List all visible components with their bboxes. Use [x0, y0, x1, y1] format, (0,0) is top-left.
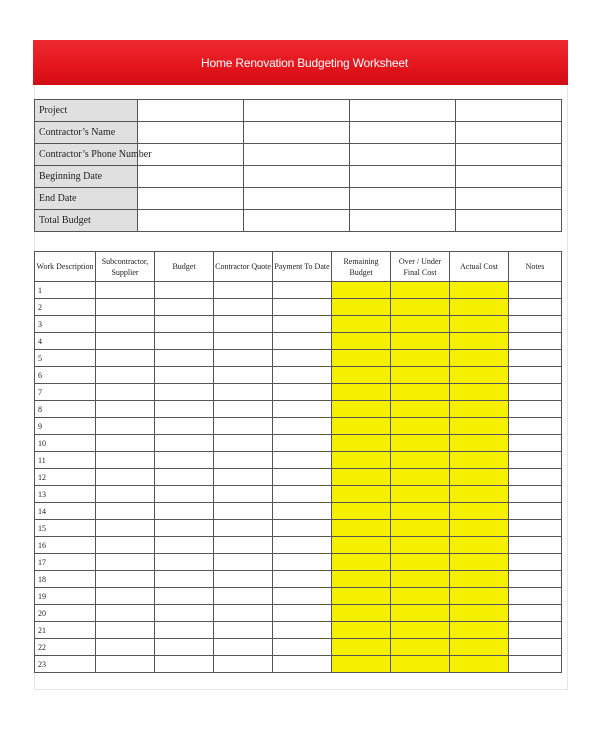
info-value-cell[interactable] — [138, 166, 244, 188]
table-cell[interactable] — [155, 605, 214, 622]
table-cell[interactable] — [391, 299, 450, 316]
table-cell[interactable] — [214, 350, 273, 367]
row-number-cell[interactable]: 1 — [35, 282, 96, 299]
table-cell[interactable] — [214, 571, 273, 588]
column-header: Budget — [155, 252, 214, 282]
table-cell[interactable] — [214, 452, 273, 469]
table-cell[interactable] — [391, 452, 450, 469]
table-cell[interactable] — [273, 384, 332, 401]
table-cell[interactable] — [391, 486, 450, 503]
table-cell[interactable] — [214, 401, 273, 418]
table-row — [35, 554, 562, 571]
table-cell[interactable] — [332, 571, 391, 588]
table-cell[interactable] — [214, 588, 273, 605]
table-cell[interactable] — [214, 656, 273, 673]
info-row — [35, 144, 562, 166]
table-cell[interactable] — [332, 656, 391, 673]
table-cell[interactable] — [96, 656, 155, 673]
table-cell[interactable] — [332, 554, 391, 571]
info-value-cell[interactable] — [350, 100, 456, 122]
table-cell[interactable] — [273, 622, 332, 639]
table-cell[interactable] — [509, 435, 562, 452]
info-value-cell[interactable] — [138, 210, 244, 232]
table-cell[interactable] — [155, 435, 214, 452]
column-header: Over / Under Final Cost — [391, 252, 450, 282]
table-cell[interactable] — [155, 401, 214, 418]
table-cell[interactable] — [391, 282, 450, 299]
table-cell[interactable] — [273, 639, 332, 656]
table-cell[interactable] — [96, 299, 155, 316]
table-cell[interactable] — [391, 520, 450, 537]
table-cell[interactable] — [332, 384, 391, 401]
table-row — [35, 299, 562, 316]
info-label: Project — [35, 100, 138, 122]
table-cell[interactable] — [96, 486, 155, 503]
table-cell[interactable] — [155, 469, 214, 486]
info-value-cell[interactable] — [350, 144, 456, 166]
table-cell[interactable] — [391, 435, 450, 452]
table-cell[interactable] — [273, 367, 332, 384]
table-cell[interactable] — [450, 384, 509, 401]
table-cell[interactable] — [155, 333, 214, 350]
table-cell[interactable] — [391, 469, 450, 486]
table-cell[interactable] — [509, 299, 562, 316]
table-cell[interactable] — [391, 588, 450, 605]
table-row — [35, 384, 562, 401]
info-value-cell[interactable] — [456, 122, 562, 144]
table-cell[interactable] — [155, 656, 214, 673]
table-cell[interactable] — [273, 418, 332, 435]
worksheet-title: Home Renovation Budgeting Worksheet — [201, 55, 408, 70]
table-cell[interactable] — [96, 537, 155, 554]
table-cell[interactable] — [450, 486, 509, 503]
table-cell[interactable] — [391, 418, 450, 435]
table-cell[interactable] — [214, 639, 273, 656]
row-number-cell[interactable]: 4 — [35, 333, 96, 350]
table-cell[interactable] — [509, 656, 562, 673]
table-cell[interactable] — [155, 588, 214, 605]
row-number-cell[interactable]: 7 — [35, 384, 96, 401]
table-cell[interactable] — [155, 418, 214, 435]
table-cell[interactable] — [155, 367, 214, 384]
table-cell[interactable] — [214, 605, 273, 622]
table-cell[interactable] — [450, 452, 509, 469]
table-cell[interactable] — [273, 588, 332, 605]
info-label: Contractor’s Name — [35, 122, 138, 144]
table-cell[interactable] — [332, 622, 391, 639]
row-number-cell[interactable]: 16 — [35, 537, 96, 554]
row-number-cell[interactable]: 13 — [35, 486, 96, 503]
table-cell[interactable] — [509, 367, 562, 384]
table-cell[interactable] — [96, 367, 155, 384]
info-row — [35, 100, 562, 122]
table-cell[interactable] — [450, 656, 509, 673]
table-cell[interactable] — [155, 571, 214, 588]
table-cell[interactable] — [509, 350, 562, 367]
table-cell[interactable] — [509, 571, 562, 588]
row-number-cell[interactable]: 9 — [35, 418, 96, 435]
table-cell[interactable] — [509, 418, 562, 435]
table-cell[interactable] — [96, 435, 155, 452]
table-cell[interactable] — [96, 282, 155, 299]
table-cell[interactable] — [332, 282, 391, 299]
table-cell[interactable] — [214, 282, 273, 299]
table-cell[interactable] — [332, 588, 391, 605]
table-cell[interactable] — [450, 622, 509, 639]
table-cell[interactable] — [214, 316, 273, 333]
table-cell[interactable] — [450, 401, 509, 418]
table-cell[interactable] — [509, 503, 562, 520]
table-row — [35, 588, 562, 605]
table-cell[interactable] — [450, 282, 509, 299]
table-cell[interactable] — [509, 554, 562, 571]
table-cell[interactable] — [391, 656, 450, 673]
column-header: Work Description — [35, 252, 96, 282]
table-cell[interactable] — [273, 537, 332, 554]
table-row — [35, 435, 562, 452]
table-cell[interactable] — [450, 537, 509, 554]
info-value-cell[interactable] — [244, 210, 350, 232]
table-cell[interactable] — [332, 503, 391, 520]
table-cell[interactable] — [273, 282, 332, 299]
info-value-cell[interactable] — [456, 166, 562, 188]
table-row — [35, 537, 562, 554]
info-value-cell[interactable] — [350, 122, 456, 144]
table-cell[interactable] — [391, 333, 450, 350]
table-cell[interactable] — [391, 367, 450, 384]
table-cell[interactable] — [155, 554, 214, 571]
table-cell[interactable] — [214, 333, 273, 350]
table-cell[interactable] — [273, 571, 332, 588]
table-cell[interactable] — [273, 503, 332, 520]
table-cell[interactable] — [450, 418, 509, 435]
table-cell[interactable] — [155, 282, 214, 299]
table-cell[interactable] — [509, 401, 562, 418]
table-cell[interactable] — [214, 469, 273, 486]
table-cell[interactable] — [450, 588, 509, 605]
table-cell[interactable] — [450, 605, 509, 622]
row-number-cell[interactable]: 17 — [35, 554, 96, 571]
table-cell[interactable] — [391, 401, 450, 418]
info-value-cell[interactable] — [244, 122, 350, 144]
column-header: Remaining Budget — [332, 252, 391, 282]
table-cell[interactable] — [509, 622, 562, 639]
table-cell[interactable] — [450, 571, 509, 588]
row-number-cell[interactable]: 21 — [35, 622, 96, 639]
row-number-cell[interactable]: 6 — [35, 367, 96, 384]
table-cell[interactable] — [155, 316, 214, 333]
table-cell[interactable] — [155, 299, 214, 316]
table-cell[interactable] — [391, 537, 450, 554]
column-header: Subcontractor, Supplier — [96, 252, 155, 282]
info-value-cell[interactable] — [456, 144, 562, 166]
table-cell[interactable] — [155, 537, 214, 554]
table-cell[interactable] — [273, 605, 332, 622]
table-cell[interactable] — [332, 299, 391, 316]
row-number-cell[interactable]: 15 — [35, 520, 96, 537]
row-number-cell[interactable]: 5 — [35, 350, 96, 367]
table-cell[interactable] — [509, 520, 562, 537]
table-row — [35, 333, 562, 350]
column-header: Actual Cost — [450, 252, 509, 282]
info-row — [35, 210, 562, 232]
row-number-cell[interactable]: 3 — [35, 316, 96, 333]
table-cell[interactable] — [155, 384, 214, 401]
table-cell[interactable] — [96, 503, 155, 520]
table-cell[interactable] — [332, 316, 391, 333]
info-value-cell[interactable] — [350, 166, 456, 188]
table-cell[interactable] — [214, 299, 273, 316]
table-cell[interactable] — [155, 622, 214, 639]
info-label: Beginning Date — [35, 166, 138, 188]
table-cell[interactable] — [509, 486, 562, 503]
table-row — [35, 520, 562, 537]
project-info-table — [34, 99, 562, 232]
table-cell[interactable] — [155, 452, 214, 469]
row-number-cell[interactable]: 23 — [35, 656, 96, 673]
table-cell[interactable] — [332, 537, 391, 554]
table-cell[interactable] — [214, 520, 273, 537]
info-row — [35, 166, 562, 188]
row-number-cell[interactable]: 8 — [35, 401, 96, 418]
table-cell[interactable] — [96, 350, 155, 367]
table-cell[interactable] — [96, 418, 155, 435]
table-cell[interactable] — [391, 316, 450, 333]
table-cell[interactable] — [96, 605, 155, 622]
table-row — [35, 622, 562, 639]
column-header: Notes — [509, 252, 562, 282]
table-cell[interactable] — [509, 384, 562, 401]
table-cell[interactable] — [509, 588, 562, 605]
table-cell[interactable] — [96, 469, 155, 486]
table-cell[interactable] — [509, 316, 562, 333]
table-row — [35, 452, 562, 469]
table-cell[interactable] — [509, 605, 562, 622]
table-cell[interactable] — [450, 299, 509, 316]
table-cell[interactable] — [509, 469, 562, 486]
table-cell[interactable] — [332, 452, 391, 469]
table-cell[interactable] — [96, 571, 155, 588]
table-row — [35, 503, 562, 520]
table-cell[interactable] — [509, 333, 562, 350]
table-row — [35, 282, 562, 299]
table-cell[interactable] — [155, 486, 214, 503]
table-row — [35, 639, 562, 656]
table-cell[interactable] — [450, 554, 509, 571]
table-cell[interactable] — [509, 452, 562, 469]
info-value-cell[interactable] — [350, 188, 456, 210]
table-cell[interactable] — [96, 520, 155, 537]
table-cell[interactable] — [273, 333, 332, 350]
column-header: Payment To Date — [273, 252, 332, 282]
table-cell[interactable] — [96, 333, 155, 350]
table-row — [35, 316, 562, 333]
row-number-cell[interactable]: 20 — [35, 605, 96, 622]
table-cell[interactable] — [450, 333, 509, 350]
table-cell[interactable] — [391, 384, 450, 401]
table-cell[interactable] — [214, 622, 273, 639]
row-number-cell[interactable]: 2 — [35, 299, 96, 316]
table-cell[interactable] — [273, 350, 332, 367]
table-cell[interactable] — [273, 520, 332, 537]
table-cell[interactable] — [273, 299, 332, 316]
table-cell[interactable] — [450, 503, 509, 520]
info-value-cell[interactable] — [244, 100, 350, 122]
table-cell[interactable] — [332, 605, 391, 622]
table-cell[interactable] — [96, 639, 155, 656]
row-number-cell[interactable]: 11 — [35, 452, 96, 469]
table-row — [35, 418, 562, 435]
table-cell[interactable] — [332, 333, 391, 350]
table-cell[interactable] — [391, 503, 450, 520]
table-cell[interactable] — [96, 452, 155, 469]
table-cell[interactable] — [450, 316, 509, 333]
info-value-cell[interactable] — [138, 188, 244, 210]
table-cell[interactable] — [391, 571, 450, 588]
table-cell[interactable] — [391, 350, 450, 367]
table-cell[interactable] — [214, 418, 273, 435]
table-cell[interactable] — [332, 435, 391, 452]
table-cell[interactable] — [450, 350, 509, 367]
table-cell[interactable] — [509, 282, 562, 299]
table-cell[interactable] — [450, 469, 509, 486]
info-label: End Date — [35, 188, 138, 210]
info-value-cell[interactable] — [456, 188, 562, 210]
table-row — [35, 469, 562, 486]
table-row — [35, 401, 562, 418]
table-cell[interactable] — [273, 554, 332, 571]
info-row — [35, 188, 562, 210]
row-number-cell[interactable]: 10 — [35, 435, 96, 452]
table-cell[interactable] — [214, 486, 273, 503]
info-row — [35, 122, 562, 144]
row-number-cell[interactable]: 19 — [35, 588, 96, 605]
table-cell[interactable] — [509, 639, 562, 656]
table-cell[interactable] — [332, 367, 391, 384]
table-row — [35, 605, 562, 622]
table-cell[interactable] — [391, 605, 450, 622]
table-cell[interactable] — [214, 384, 273, 401]
info-value-cell[interactable] — [244, 188, 350, 210]
table-cell[interactable] — [332, 639, 391, 656]
table-cell[interactable] — [450, 639, 509, 656]
table-cell[interactable] — [273, 316, 332, 333]
table-cell[interactable] — [450, 435, 509, 452]
info-value-cell[interactable] — [244, 144, 350, 166]
table-cell[interactable] — [214, 503, 273, 520]
table-cell[interactable] — [332, 469, 391, 486]
table-cell[interactable] — [273, 435, 332, 452]
table-row — [35, 486, 562, 503]
info-value-cell[interactable] — [138, 100, 244, 122]
table-cell[interactable] — [332, 418, 391, 435]
table-cell[interactable] — [273, 486, 332, 503]
table-cell[interactable] — [214, 537, 273, 554]
table-cell[interactable] — [450, 520, 509, 537]
info-value-cell[interactable] — [138, 144, 244, 166]
table-cell[interactable] — [273, 469, 332, 486]
table-cell[interactable] — [155, 350, 214, 367]
table-cell[interactable] — [391, 639, 450, 656]
table-cell[interactable] — [96, 384, 155, 401]
table-row — [35, 571, 562, 588]
row-number-cell[interactable]: 22 — [35, 639, 96, 656]
table-row — [35, 367, 562, 384]
info-label: Total Budget — [35, 210, 138, 232]
table-cell[interactable] — [214, 554, 273, 571]
info-value-cell[interactable] — [138, 122, 244, 144]
table-cell[interactable] — [450, 367, 509, 384]
table-cell[interactable] — [155, 503, 214, 520]
table-cell[interactable] — [214, 367, 273, 384]
info-value-cell[interactable] — [244, 166, 350, 188]
table-cell[interactable] — [273, 401, 332, 418]
table-row — [35, 350, 562, 367]
table-cell[interactable] — [96, 316, 155, 333]
table-cell[interactable] — [96, 554, 155, 571]
table-cell[interactable] — [214, 435, 273, 452]
table-cell[interactable] — [391, 554, 450, 571]
info-value-cell[interactable] — [456, 210, 562, 232]
table-cell[interactable] — [332, 350, 391, 367]
table-cell[interactable] — [509, 537, 562, 554]
table-row — [35, 656, 562, 673]
row-number-cell[interactable]: 14 — [35, 503, 96, 520]
table-cell[interactable] — [96, 401, 155, 418]
row-number-cell[interactable]: 12 — [35, 469, 96, 486]
table-cell[interactable] — [332, 520, 391, 537]
title-banner — [33, 40, 568, 85]
column-header: Contractor Quote — [214, 252, 273, 282]
row-number-cell[interactable]: 18 — [35, 571, 96, 588]
table-cell[interactable] — [96, 588, 155, 605]
table-cell[interactable] — [391, 622, 450, 639]
info-label: Contractor’s Phone Number — [35, 144, 138, 166]
table-cell[interactable] — [96, 622, 155, 639]
work-items-table — [34, 251, 562, 673]
table-cell[interactable] — [332, 486, 391, 503]
info-value-cell[interactable] — [456, 100, 562, 122]
table-cell[interactable] — [273, 656, 332, 673]
table-header-row — [35, 252, 562, 282]
table-cell[interactable] — [273, 452, 332, 469]
table-cell[interactable] — [155, 520, 214, 537]
table-cell[interactable] — [332, 401, 391, 418]
info-value-cell[interactable] — [350, 210, 456, 232]
table-cell[interactable] — [155, 639, 214, 656]
